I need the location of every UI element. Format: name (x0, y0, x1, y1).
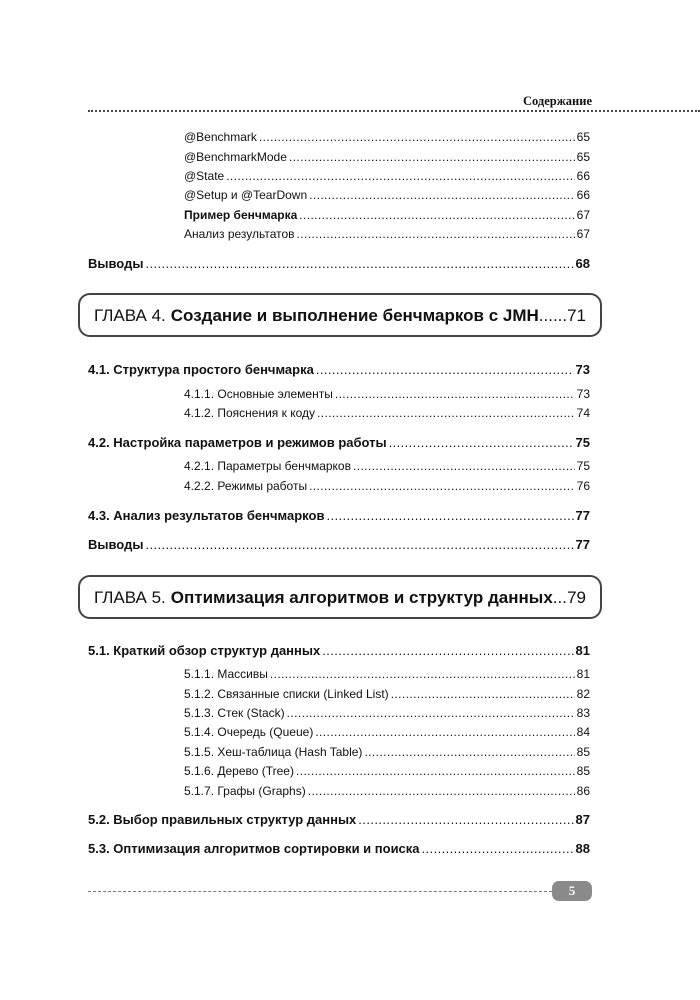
toc-entry[interactable] (184, 667, 590, 681)
dot-leader (259, 130, 575, 144)
toc-section-title: 5.2. Выбор правильных структур данных (88, 812, 357, 827)
toc-entry[interactable] (184, 479, 590, 493)
toc-entry-title: 5.1.5. Хеш-таблица (Hash Table) (184, 745, 363, 759)
chapter-title: Создание и выполнение бенчмарков с JMH (170, 306, 539, 325)
toc-entry-title: Пример бенчмарка (184, 208, 298, 222)
dot-leader (270, 667, 575, 681)
toc-entry-title: 4.2.1. Параметры бенчмарков (184, 459, 351, 473)
toc-entry-page: 65 (576, 130, 590, 144)
toc-section-page: 68 (575, 256, 590, 271)
toc-entry[interactable] (184, 188, 590, 202)
toc-entry[interactable] (184, 745, 590, 759)
toc-section[interactable] (88, 256, 590, 271)
dot-leader (299, 208, 574, 222)
chapter-label: ГЛАВА 5. (94, 588, 166, 607)
chapter-page: 71 (567, 306, 586, 325)
toc-section-page: 81 (575, 643, 590, 658)
dot-leader (315, 725, 574, 739)
dot-leader (317, 406, 575, 420)
dot-leader (391, 687, 575, 701)
dot-leader (553, 588, 567, 608)
toc-section-page: 88 (575, 841, 590, 856)
dot-leader (326, 508, 573, 523)
toc-section[interactable] (88, 841, 590, 856)
toc-entry-title: @BenchmarkMode (184, 150, 287, 164)
toc-entry-title: 4.1.2. Пояснения к коду (184, 406, 315, 420)
toc-entry-title: 5.1.1. Массивы (184, 667, 268, 681)
toc-entry-title: 5.1.2. Связанные списки (Linked List) (184, 687, 389, 701)
dot-leader (364, 745, 574, 759)
toc-entry-title: @State (184, 169, 225, 183)
chapter-5-box[interactable] (78, 575, 602, 619)
toc-section[interactable] (88, 362, 590, 377)
dot-leader (309, 188, 575, 202)
dot-leader (308, 784, 575, 798)
toc-entry[interactable] (184, 725, 590, 739)
toc-entry-page: 65 (576, 150, 590, 164)
toc-section-title: 5.1. Краткий обзор структур данных (88, 643, 321, 658)
toc-entry-page: 83 (576, 706, 590, 720)
dot-leader (145, 537, 573, 552)
toc-section-page: 77 (575, 508, 590, 523)
toc-entry[interactable] (184, 687, 590, 701)
dot-leader (539, 306, 567, 326)
toc-entry-page: 85 (576, 745, 590, 759)
toc-section-page: 77 (575, 537, 590, 552)
dot-leader (289, 150, 575, 164)
toc-entry-title: Анализ результатов (184, 227, 295, 241)
chapter-4-box[interactable] (78, 293, 602, 337)
header-divider (88, 110, 700, 112)
toc-entry-page: 81 (576, 667, 590, 681)
toc-entry[interactable] (184, 764, 590, 778)
toc-section[interactable] (88, 812, 590, 827)
toc-section[interactable] (88, 643, 590, 658)
toc-entry[interactable] (184, 169, 590, 183)
dot-leader (226, 169, 574, 183)
toc-entry-page: 75 (576, 459, 590, 473)
toc-entry-page: 76 (576, 479, 590, 493)
toc-entry-title: 5.1.7. Графы (Graphs) (184, 784, 306, 798)
toc-section-title: Выводы (88, 537, 144, 552)
toc-entry-title: 5.1.4. Очередь (Queue) (184, 725, 314, 739)
toc-section-page: 73 (575, 362, 590, 377)
toc-entry-page: 74 (576, 406, 590, 420)
toc-section-title: 4.2. Настройка параметров и режимов работы (88, 435, 387, 450)
toc-entry-title: 5.1.6. Дерево (Tree) (184, 764, 294, 778)
toc-section[interactable] (88, 508, 590, 523)
dot-leader (145, 256, 573, 271)
toc-entry[interactable] (184, 706, 590, 720)
dot-leader (358, 812, 573, 827)
dot-leader (322, 643, 573, 658)
toc-section[interactable] (88, 537, 590, 552)
toc-section-title: 4.1. Структура простого бенчмарка (88, 362, 314, 377)
toc-entry-page: 67 (576, 208, 590, 222)
toc-entry[interactable] (184, 130, 590, 144)
running-header-title: Содержание (522, 94, 592, 108)
toc-entry-title: @Benchmark (184, 130, 257, 144)
toc-entry-page: 67 (576, 227, 590, 241)
dot-leader (422, 841, 574, 856)
dot-leader (296, 764, 575, 778)
chapter-label: ГЛАВА 4. (94, 306, 166, 325)
chapter-page: 79 (567, 588, 586, 607)
toc-section-title: 5.3. Оптимизация алгоритмов сортировки и поиска (88, 841, 420, 856)
dot-leader (353, 459, 575, 473)
toc-entry[interactable] (184, 387, 590, 401)
toc-entry-title: @Setup и @TearDown (184, 188, 308, 202)
toc-entry-page: 73 (576, 387, 590, 401)
toc-entry[interactable] (184, 459, 590, 473)
toc-section-page: 75 (575, 435, 590, 450)
dot-leader (389, 435, 574, 450)
toc-entry-page: 66 (576, 188, 590, 202)
toc-entry[interactable] (184, 208, 590, 222)
toc-entry-page: 66 (576, 169, 590, 183)
dot-leader (309, 479, 575, 493)
dot-leader (335, 387, 575, 401)
toc-section-page: 87 (575, 812, 590, 827)
dot-leader (287, 706, 575, 720)
toc-entry-page: 85 (576, 764, 590, 778)
page-number-badge: 5 (552, 881, 592, 901)
toc-section[interactable] (88, 435, 590, 450)
toc-section-title: 4.3. Анализ результатов бенчмарков (88, 508, 325, 523)
toc-entry-title: 4.1.1. Основные элементы (184, 387, 333, 401)
toc-entry[interactable] (184, 150, 590, 164)
footer-divider (88, 891, 552, 892)
toc-entry-page: 86 (576, 784, 590, 798)
toc-entry-page: 82 (576, 687, 590, 701)
toc-entry-page: 84 (576, 725, 590, 739)
toc-entry[interactable] (184, 227, 590, 241)
chapter-title: Оптимизация алгоритмов и структур данных (170, 588, 553, 607)
toc-entry[interactable] (184, 784, 590, 798)
dot-leader (316, 362, 574, 377)
toc-entry-title: 4.2.2. Режимы работы (184, 479, 308, 493)
toc-entry-title: 5.1.3. Стек (Stack) (184, 706, 285, 720)
toc-section-title: Выводы (88, 256, 144, 271)
toc-entry[interactable] (184, 406, 590, 420)
dot-leader (297, 227, 575, 241)
